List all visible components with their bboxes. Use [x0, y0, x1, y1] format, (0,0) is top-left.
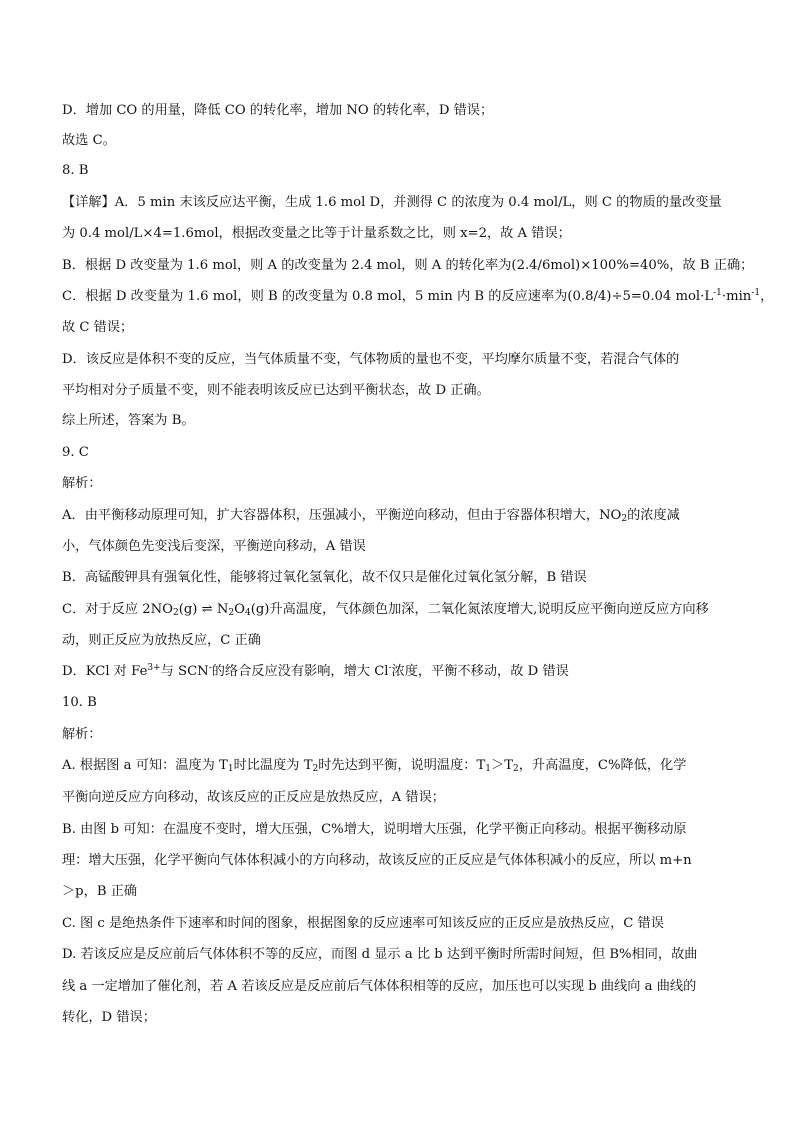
text-line: D．增加 CO 的用量，降低 CO 的转化率，增加 NO 的转化率，D 错误；	[62, 103, 494, 118]
text-segment: A．由平衡移动原理可知，扩大容器体积，压强减小，平衡逆向移动，但由于容器体积增大，NO	[62, 508, 622, 523]
text-line: C. 图 c 是绝热条件下速率和时间的图象，根据图象的反应速率可知该反应的正反应是放热反应，C 错误	[62, 916, 664, 931]
text-line: 为 0.4 mol/L×4=1.6mol，根据改变量之比等于计量系数之比，则 x=2，故 A 错误；	[62, 226, 571, 241]
subscript: 2	[228, 608, 235, 618]
text-line	[62, 758, 742, 774]
text-line: 解析：	[62, 476, 102, 491]
text-line: 故选 C。	[62, 133, 116, 148]
text-segment: ，	[760, 289, 774, 304]
subscript: 2	[172, 608, 179, 618]
text-line: ＞p，B 正确	[62, 884, 138, 899]
text-segment: ，升高温度，C%降低，化学	[518, 758, 687, 773]
text-line: D．该反应是体积不变的反应，当气体质量不变，气体物质的量也不变，平均摩尔质量不变，若混合气体的	[62, 352, 680, 367]
text-line: D. 若该反应是反应前后气体体积不等的反应，而图 d 显示 a 比 b 达到平衡时所需时间短，但 B%相同，故曲	[62, 947, 698, 962]
text-line: 动，则正反应为放热反应，C 正确	[62, 633, 261, 648]
text-segment: D．KCl 对 Fe	[62, 664, 148, 679]
text-line: 平衡向逆反应方向移动，故该反应的正反应是放热反应，A 错误；	[62, 790, 445, 805]
superscript: -1	[713, 288, 722, 298]
text-line	[62, 288, 774, 305]
text-line: 【详解】A．5 min 末该反应达平衡，生成 1.6 mol D，并测得 C 的浓度为 0.4 mol/L，则 C 的物质的量改变量	[62, 195, 722, 210]
text-line: 解析：	[62, 727, 102, 742]
text-line: B．根据 D 改变量为 1.6 mol，则 A 的改变量为 2.4 mol，则 A 的转化率为(2.4/6mol)×100%=40%，故 B 正确；	[62, 258, 754, 273]
subscript: 1	[485, 764, 492, 774]
question-number: 8. B	[62, 163, 89, 178]
text-segment: 的络合反应没有影响，增大 Cl	[211, 664, 389, 679]
text-segment: C．根据 D 改变量为 1.6 mol，则 B 的改变量为 0.8 mol，5 min 内 B 的反应速率为(0.8/4)÷5=0.04 mol·L	[62, 289, 714, 304]
text-line: 小，气体颜色先变浅后变深，平衡逆向移动，A 错误	[62, 539, 366, 554]
subscript: 2	[513, 764, 519, 774]
text-line: 综上所述，答案为 B。	[62, 413, 195, 428]
text-segment: 与 SCN	[160, 664, 209, 679]
text-line: 转化，D 错误；	[62, 1010, 156, 1025]
text-line: B. 由图 b 可知：在温度不变时，增大压强，C%增大，说明增大压强，化学平衡正向移动。根据平衡移动原	[62, 822, 687, 837]
text-segment: O	[234, 602, 245, 617]
subscript: 2	[621, 514, 628, 524]
text-segment: C．对于反应 2NO	[62, 602, 173, 617]
subscript: 2	[312, 764, 319, 774]
subscript: 1	[227, 764, 234, 774]
text-segment: 时比温度为 T	[233, 758, 313, 773]
text-line: B．高锰酸钾具有强氧化性，能够将过氧化氢氧化，故不仅只是催化过氧化氢分解，B 错误	[62, 570, 587, 585]
text-line	[62, 602, 742, 618]
superscript: -1	[751, 288, 761, 298]
text-line: 理：增大压强，化学平衡向气体体积减小的方向移动，故该反应的正反应是气体体积减小的反应，所以 m+n	[62, 853, 692, 868]
superscript: -	[388, 663, 392, 673]
text-segment: ·min	[721, 289, 752, 304]
text-line: 平均相对分子质量不变，则不能表明该反应已达到平衡状态，故 D 正确。	[62, 383, 490, 398]
text-segment: 时先达到平衡，说明温度：T	[318, 758, 486, 773]
text-segment: ＞T	[491, 758, 513, 773]
text-line: 线 a 一定增加了催化剂，若 A 若该反应是反应前后气体体积相等的反应，加压也可以实现 b 曲线向 a 曲线的	[62, 979, 697, 994]
text-line	[62, 508, 742, 524]
superscript: -	[208, 663, 212, 673]
superscript: 3+	[147, 663, 161, 673]
question-number: 10. B	[62, 695, 97, 710]
text-segment: A. 根据图 a 可知：温度为 T	[62, 758, 228, 773]
text-segment: (g)升高温度，气体颜色加深，二氧化氮浓度增大,说明反应平衡向逆反应方向移	[250, 602, 709, 617]
subscript: 4	[244, 608, 251, 618]
text-segment: (g) ⇌ N	[178, 602, 229, 617]
text-line: 故 C 错误；	[62, 320, 134, 335]
text-segment: 的浓度减	[627, 508, 680, 523]
text-line	[62, 664, 742, 680]
question-number: 9. C	[62, 445, 89, 460]
text-segment: 浓度，平衡不移动，故 D 错误	[391, 664, 569, 679]
